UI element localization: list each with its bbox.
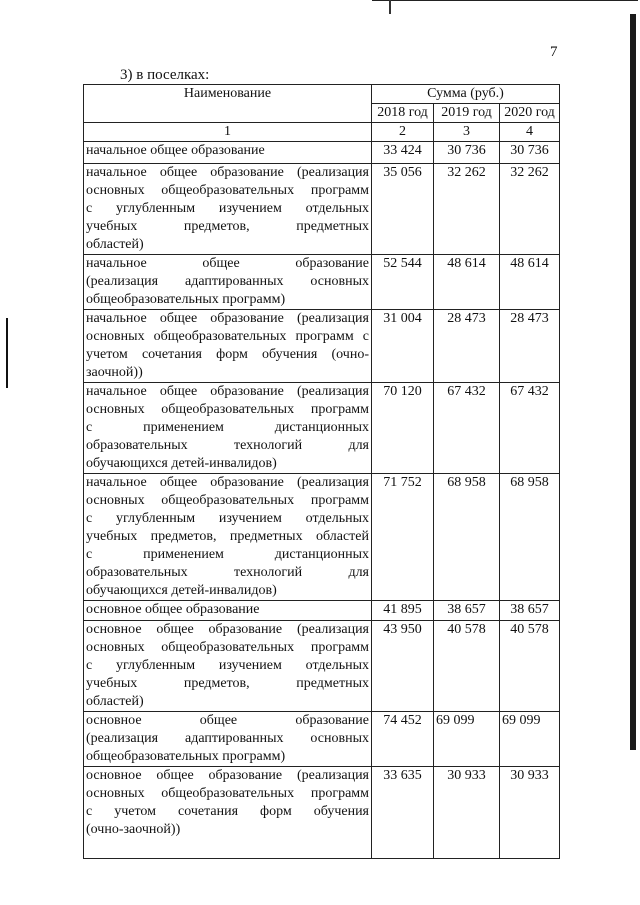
header-year: 2019 год: [434, 104, 500, 123]
table-row: [84, 164, 560, 255]
row-name: основное общее образование: [84, 601, 372, 621]
value-2019: 38 657: [434, 601, 500, 621]
value-2018: 70 120: [372, 383, 434, 474]
row-name: начальное общее образование: [84, 142, 372, 164]
column-number: 4: [500, 123, 560, 142]
header-year: 2018 год: [372, 104, 434, 123]
value-2020: 48 614: [500, 255, 560, 310]
row-name: начальное общее образование (реализация основных общеобразовательных программ с применением дистанционных образовательных технологий для обучающихся детей-инвалидов): [84, 383, 372, 474]
value-2019: 48 614: [434, 255, 500, 310]
value-2018: 52 544: [372, 255, 434, 310]
value-2019: 40 578: [434, 621, 500, 712]
row-name: основное общее образование (реализация адаптированных основных общеобразовательных программ): [84, 712, 372, 767]
header-year: 2020 год: [500, 104, 560, 123]
value-2019: 67 432: [434, 383, 500, 474]
value-2019: 68 958: [434, 474, 500, 601]
value-2019: 30 736: [434, 142, 500, 164]
row-name: основное общее образование (реализация основных общеобразовательных программ с учетом сочетания форм обучения (очно-заочной)): [84, 767, 372, 859]
value-2019: 69 099: [434, 712, 500, 767]
column-number: 2: [372, 123, 434, 142]
column-number: 1: [84, 123, 372, 142]
value-2020: 67 432: [500, 383, 560, 474]
table-row: [84, 255, 560, 310]
value-2018: 74 452: [372, 712, 434, 767]
table-row: [84, 142, 560, 164]
value-2019: 32 262: [434, 164, 500, 255]
column-number: 3: [434, 123, 500, 142]
value-2020: 40 578: [500, 621, 560, 712]
value-2018: 43 950: [372, 621, 434, 712]
section-caption: 3) в поселках:: [120, 67, 210, 83]
value-2020: 69 099: [500, 712, 560, 767]
value-2020: 30 933: [500, 767, 560, 859]
value-2020: 68 958: [500, 474, 560, 601]
row-name: начальное общее образование (реализация основных общеобразовательных программ с углубленным изучением отдельных учебных предметов, предметных областей с применением дистанционных образовательных технологий для обучающихся детей-инвалидов): [84, 474, 372, 601]
scan-edge-shadow: [630, 14, 636, 750]
row-name: начальное общее образование (реализация адаптированных основных общеобразовательных программ): [84, 255, 372, 310]
value-2020: 38 657: [500, 601, 560, 621]
value-2018: 71 752: [372, 474, 434, 601]
value-2020: 32 262: [500, 164, 560, 255]
table-row: [84, 601, 560, 621]
value-2020: 28 473: [500, 310, 560, 383]
header-name: Наименование: [84, 85, 372, 123]
value-2018: 35 056: [372, 164, 434, 255]
row-name: начальное общее образование (реализация основных общеобразовательных программ с углубленным изучением отдельных учебных предметов, предметных областей): [84, 164, 372, 255]
value-2018: 33 635: [372, 767, 434, 859]
header-sum: Сумма (руб.): [372, 85, 560, 104]
value-2020: 30 736: [500, 142, 560, 164]
scan-mark: [389, 0, 391, 14]
table-row: [84, 383, 560, 474]
value-2019: 28 473: [434, 310, 500, 383]
row-name: начальное общее образование (реализация основных общеобразовательных программ с учетом сочетания форм обучения (очно- заочной)): [84, 310, 372, 383]
page-number: 7: [550, 44, 558, 60]
table-row: [84, 310, 560, 383]
value-2019: 30 933: [434, 767, 500, 859]
table-row: [84, 712, 560, 767]
value-2018: 33 424: [372, 142, 434, 164]
table-row: [84, 767, 560, 859]
table-row: [84, 621, 560, 712]
table-row: [84, 474, 560, 601]
scan-edge-line: [372, 0, 638, 1]
scan-mark: [6, 318, 8, 388]
value-2018: 41 895: [372, 601, 434, 621]
value-2018: 31 004: [372, 310, 434, 383]
cost-table: [83, 84, 560, 859]
row-name: основное общее образование (реализация основных общеобразовательных программ с углубленным изучением отдельных учебных предметов, предметных областей): [84, 621, 372, 712]
